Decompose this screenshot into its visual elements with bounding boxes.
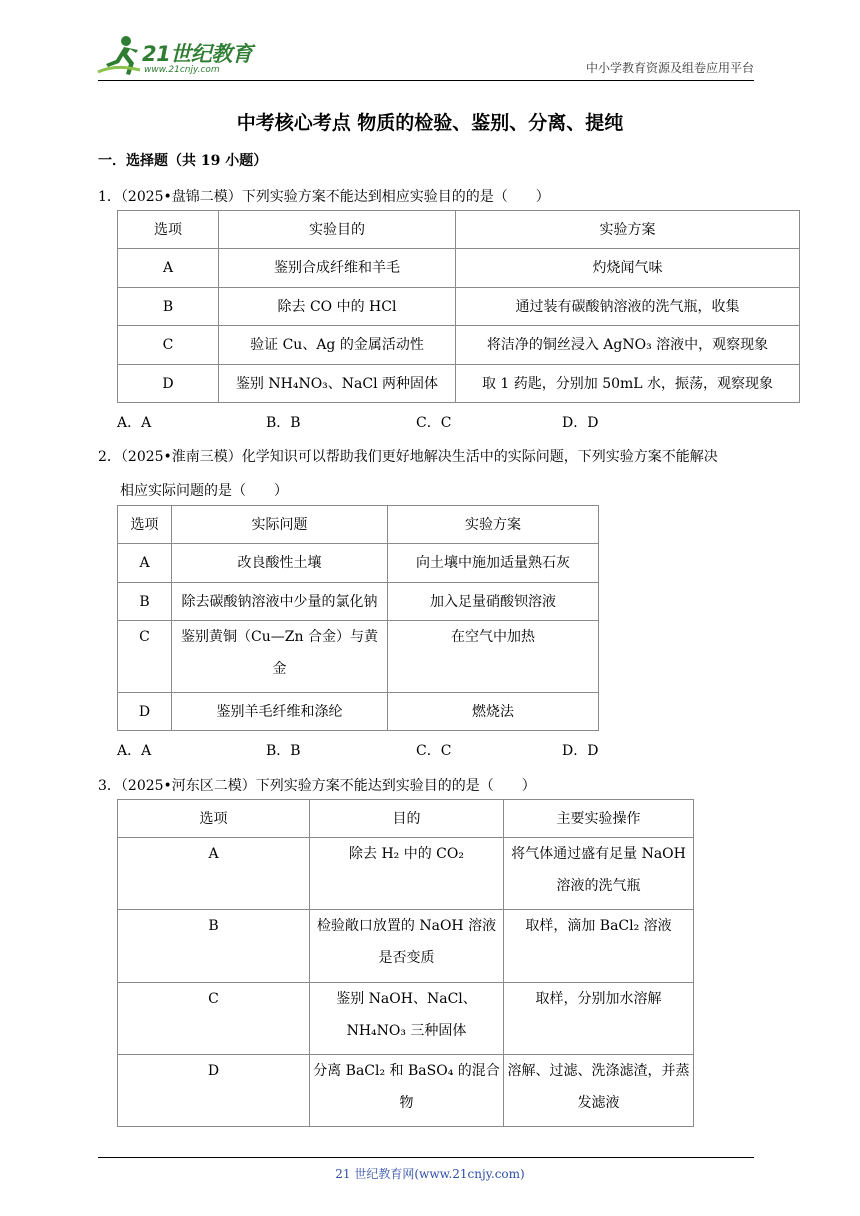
table-cell: C xyxy=(118,326,219,365)
table-cell: 检验敞口放置的 NaOH 溶液是否变质 xyxy=(310,910,504,983)
table-header-row xyxy=(118,506,599,544)
logo xyxy=(96,32,266,80)
table-row xyxy=(118,693,599,731)
table-cell: 取 1 药匙，分别加 50mL 水，振荡，观察现象 xyxy=(456,365,800,403)
table-row xyxy=(118,910,694,983)
table-cell: B xyxy=(118,583,172,621)
table-row xyxy=(118,621,599,693)
table-cell: 取样，滴加 BaCl₂ 溶液 xyxy=(504,910,694,983)
table-cell: 向土壤中施加适量熟石灰 xyxy=(388,544,599,583)
table-cell: 通过装有碳酸钠溶液的洗气瓶，收集 xyxy=(456,288,800,326)
header-divider xyxy=(98,80,754,81)
table-header: 实际问题 xyxy=(172,506,388,544)
table-cell: 鉴别 NH₄NO₃、NaCl 两种固体 xyxy=(219,365,456,403)
table-header: 选项 xyxy=(118,800,310,838)
table-cell: 改良酸性土壤 xyxy=(172,544,388,583)
table-header: 选项 xyxy=(118,506,172,544)
table-cell: 在空气中加热 xyxy=(388,621,599,693)
table-row xyxy=(118,365,800,403)
table-cell: A xyxy=(118,838,310,910)
table-cell: D xyxy=(118,1055,310,1127)
table-cell: D xyxy=(118,693,172,731)
logo-url: www.21cnjy.com xyxy=(144,65,220,75)
table-row xyxy=(118,544,599,583)
table-cell: A xyxy=(118,544,172,583)
question-3-table xyxy=(117,799,694,1127)
table-cell: 燃烧法 xyxy=(388,693,599,731)
table-header: 实验目的 xyxy=(219,211,456,249)
footer-divider xyxy=(98,1157,754,1158)
page-title: 中考核心考点 物质的检验、鉴别、分离、提纯 xyxy=(236,112,624,134)
table-cell: 分离 BaCl₂ 和 BaSO₄ 的混合物 xyxy=(310,1055,504,1127)
table-cell: 除去 H₂ 中的 CO₂ xyxy=(310,838,504,910)
table-cell: 加入足量硝酸钡溶液 xyxy=(388,583,599,621)
table-row xyxy=(118,983,694,1055)
question-2-stem: 2．（2025•淮南三模）化学知识可以帮助我们更好地解决生活中的实际问题，下列实验方案不能解决 xyxy=(98,449,718,465)
table-cell: B xyxy=(118,910,310,983)
table-cell: 鉴别 NaOH、NaCl、NH₄NO₃ 三种固体 xyxy=(310,983,504,1055)
table-header: 实验方案 xyxy=(456,211,800,249)
choice-b[interactable]: B．B xyxy=(266,415,301,431)
question-2-stem-cont: 相应实际问题的是（ ） xyxy=(120,483,288,499)
table-cell: 取样，分别加水溶解 xyxy=(504,983,694,1055)
question-3-stem: 3．（2025•河东区二模）下列实验方案不能达到实验目的的是（ ） xyxy=(98,778,536,794)
table-header-row xyxy=(118,211,800,249)
table-header: 实验方案 xyxy=(388,506,599,544)
choice-d[interactable]: D．D xyxy=(562,743,599,759)
table-row xyxy=(118,249,800,288)
table-cell: C xyxy=(118,983,310,1055)
question-2-table xyxy=(117,505,599,731)
table-header: 选项 xyxy=(118,211,219,249)
choice-a[interactable]: A．A xyxy=(117,415,152,431)
table-row xyxy=(118,838,694,910)
section-heading: 一．选择题（共 19 小题） xyxy=(98,153,268,169)
runner-icon xyxy=(96,34,142,78)
table-row xyxy=(118,583,599,621)
logo-text: 21世纪教育 xyxy=(142,42,253,66)
table-cell: 溶解、过滤、洗涤滤渣，并蒸发滤液 xyxy=(504,1055,694,1127)
table-row xyxy=(118,326,800,365)
choice-c[interactable]: C．C xyxy=(416,415,452,431)
choice-c[interactable]: C．C xyxy=(416,743,452,759)
table-cell: 将洁净的铜丝浸入 AgNO₃ 溶液中，观察现象 xyxy=(456,326,800,365)
table-header: 主要实验操作 xyxy=(504,800,694,838)
table-cell: B xyxy=(118,288,219,326)
table-cell: 除去碳酸钠溶液中少量的氯化钠 xyxy=(172,583,388,621)
table-cell: 鉴别羊毛纤维和涤纶 xyxy=(172,693,388,731)
table-cell: C xyxy=(118,621,172,693)
footer-text[interactable]: 21 世纪教育网(www.21cnjy.com) xyxy=(335,1167,525,1181)
table-cell: 除去 CO 中的 HCl xyxy=(219,288,456,326)
table-row xyxy=(118,1055,694,1127)
choice-b[interactable]: B．B xyxy=(266,743,301,759)
platform-name: 中小学教育资源及组卷应用平台 xyxy=(585,61,754,75)
table-header-row xyxy=(118,800,694,838)
table-row xyxy=(118,288,800,326)
table-cell: 鉴别合成纤维和羊毛 xyxy=(219,249,456,288)
table-cell: 鉴别黄铜（Cu—Zn 合金）与黄金 xyxy=(172,621,388,693)
question-1-stem: 1．（2025•盘锦二模）下列实验方案不能达到相应实验目的的是（ ） xyxy=(98,189,550,205)
choice-a[interactable]: A．A xyxy=(117,743,152,759)
question-1-table xyxy=(117,210,800,403)
table-cell: 将气体通过盛有足量 NaOH 溶液的洗气瓶 xyxy=(504,838,694,910)
table-cell: 验证 Cu、Ag 的金属活动性 xyxy=(219,326,456,365)
table-cell: D xyxy=(118,365,219,403)
table-cell: 灼烧闻气味 xyxy=(456,249,800,288)
table-cell: A xyxy=(118,249,219,288)
choice-d[interactable]: D．D xyxy=(562,415,599,431)
table-header: 目的 xyxy=(310,800,504,838)
